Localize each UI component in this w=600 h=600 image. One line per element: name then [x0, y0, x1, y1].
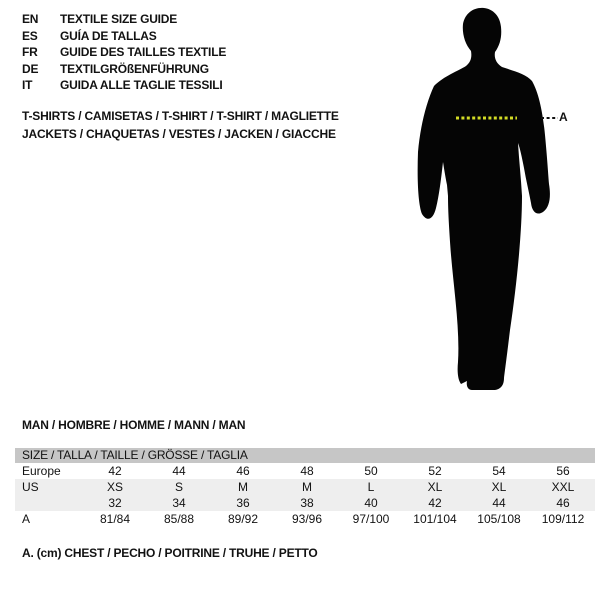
size-cell: M: [238, 480, 248, 494]
size-cell: 54: [492, 464, 506, 478]
measurement-footnote: A. (cm) CHEST / PECHO / POITRINE / TRUHE / PETTO: [22, 546, 318, 560]
size-cell: 44: [492, 496, 506, 510]
size-cell: 42: [108, 464, 122, 478]
size-cell: L: [367, 480, 375, 494]
table-row-europe: [15, 463, 595, 479]
size-cell: 101/104: [413, 512, 457, 526]
size-cell: 40: [364, 496, 378, 510]
size-cell: 81/84: [99, 512, 131, 526]
size-cell: 46: [236, 464, 250, 478]
size-cell: XXL: [551, 480, 575, 494]
language-title: TEXTILGRÖßENFÜHRUNG: [60, 61, 209, 76]
language-code: ES: [22, 28, 38, 43]
size-cell: 52: [428, 464, 442, 478]
size-cell: 42: [428, 496, 442, 510]
size-cell: 32: [108, 496, 122, 510]
language-row-fr: [22, 44, 226, 61]
language-row-en: [22, 11, 226, 28]
row-label: [15, 495, 83, 511]
section-title: MAN / HOMBRE / HOMME / MANN / MAN: [22, 418, 246, 432]
table-row-chest-cm: [15, 511, 595, 527]
size-cell: S: [174, 480, 183, 494]
size-cell: 56: [556, 464, 570, 478]
language-row-it: [22, 77, 226, 94]
row-label: US: [22, 480, 39, 494]
size-cell: 89/92: [227, 512, 259, 526]
language-list: [22, 11, 226, 94]
language-row-de: [22, 61, 226, 78]
size-cell: 34: [172, 496, 186, 510]
measure-label-a: A: [559, 110, 568, 124]
language-title: GUIDE DES TAILLES TEXTILE: [60, 45, 227, 60]
language-code: EN: [22, 12, 39, 27]
size-cell: 36: [236, 496, 250, 510]
language-code: DE: [22, 61, 39, 76]
language-title: GUIDA ALLE TAGLIE TESSILI: [60, 78, 223, 93]
language-row-es: [22, 28, 226, 45]
table-header: SIZE / TALLA / TAILLE / GRÖSSE / TAGLIA: [15, 448, 595, 463]
size-cell: 50: [364, 464, 378, 478]
size-cell: XS: [106, 480, 123, 494]
category-line-jackets: JACKETS / CHAQUETAS / VESTES / JACKEN / GIACCHE: [22, 126, 336, 141]
language-code: IT: [22, 78, 33, 93]
size-cell: XL: [491, 480, 507, 494]
table-row-us-letters: [15, 479, 595, 495]
size-cell: 105/108: [477, 512, 521, 526]
size-cell: 44: [172, 464, 186, 478]
table-row-us-numeric: [15, 495, 595, 511]
size-cell: 48: [300, 464, 314, 478]
size-cell: 109/112: [541, 512, 585, 526]
category-list: [22, 109, 339, 144]
language-title: GUÍA DE TALLAS: [60, 28, 157, 43]
size-cell: 38: [300, 496, 314, 510]
size-cell: 93/96: [291, 512, 323, 526]
man-silhouette: [398, 0, 598, 400]
size-cell: 46: [556, 496, 570, 510]
category-line-tshirts: T-SHIRTS / CAMISETAS / T-SHIRT / T-SHIRT / MAGLIETTE: [22, 109, 339, 123]
size-cell: XL: [427, 480, 443, 494]
size-cell: 97/100: [352, 512, 390, 526]
language-code: FR: [22, 45, 38, 60]
size-cell: M: [302, 480, 312, 494]
size-cell: 85/88: [163, 512, 195, 526]
row-label: Europe: [22, 464, 61, 478]
row-label: A: [22, 512, 31, 526]
size-table: [15, 448, 595, 527]
language-title: TEXTILE SIZE GUIDE: [60, 12, 178, 27]
figure-area: [398, 0, 598, 400]
